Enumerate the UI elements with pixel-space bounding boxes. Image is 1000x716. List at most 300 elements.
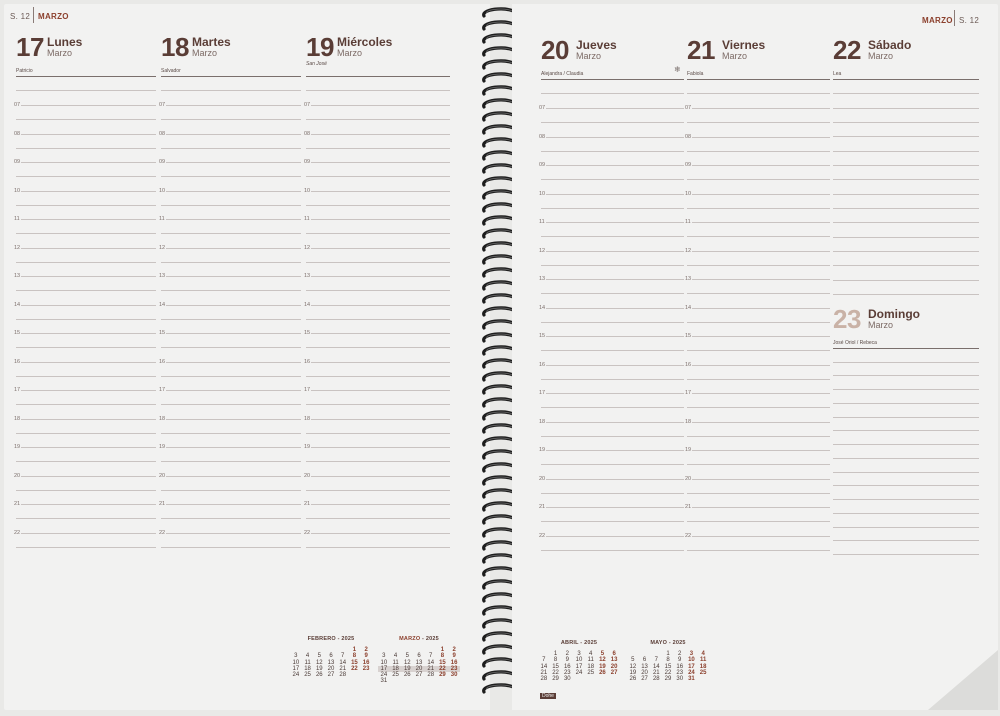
- half-hour-line: [541, 236, 684, 237]
- mini-calendar-day: 27: [610, 669, 618, 676]
- hour-label: 19: [304, 444, 311, 450]
- half-hour-line: [306, 461, 450, 462]
- hour-line: [16, 276, 156, 277]
- hour-label: 13: [304, 273, 311, 279]
- half-hour-line: [306, 490, 450, 491]
- mini-calendar-day: 19: [599, 663, 606, 670]
- hour-line: [541, 365, 684, 366]
- half-hour-line: [687, 436, 830, 437]
- mini-calendar-day: 1: [553, 651, 558, 657]
- mini-calendar-day: 10: [575, 657, 583, 664]
- mini-calendar-day: 14: [339, 659, 347, 666]
- line: [687, 93, 830, 94]
- hour-line: [306, 333, 450, 334]
- half-hour-line: [687, 464, 830, 465]
- week-number: S. 12: [959, 16, 980, 25]
- hour-line: [16, 105, 156, 106]
- mini-calendar-day: 1: [352, 647, 357, 653]
- hour-label: 13: [685, 276, 692, 282]
- hour-label: 10: [539, 190, 546, 197]
- day-column-tuesday: [161, 34, 301, 554]
- hour-label: 19: [685, 447, 692, 453]
- half-hour-line: [16, 205, 156, 206]
- hour-label: 15: [685, 333, 692, 339]
- day-number: 23: [833, 304, 861, 334]
- hour-label: 17: [14, 387, 21, 393]
- hour-label: 22: [539, 532, 546, 539]
- hour-label: 07: [685, 105, 692, 111]
- mini-calendar-day: 7: [341, 653, 345, 660]
- half-hour-line: [16, 347, 156, 348]
- hour-line: [541, 422, 684, 423]
- mini-calendar-day: 18: [390, 666, 402, 672]
- half-hour-line: [306, 176, 450, 177]
- mini-calendar-day: 21: [339, 665, 347, 672]
- hour-label: 16: [14, 358, 21, 365]
- hour-line: [541, 393, 684, 394]
- day-month: Marzo: [47, 48, 73, 58]
- hour-line: [306, 305, 450, 306]
- hour-label: 20: [14, 472, 21, 479]
- hour-line: [16, 476, 156, 477]
- line: [16, 90, 156, 91]
- hour-line: [16, 504, 156, 505]
- day-name: Domingo: [868, 307, 920, 321]
- half-hour-line: [687, 379, 830, 380]
- hour-label: 18: [539, 418, 546, 425]
- half-hour-line: [541, 293, 684, 294]
- hour-label: 12: [685, 247, 692, 254]
- hour-line: [306, 134, 450, 135]
- mini-calendar-day: 21: [652, 669, 660, 676]
- half-hour-line: [541, 208, 684, 209]
- mini-calendar-day: 30: [676, 676, 684, 683]
- hour-line: [687, 536, 830, 537]
- saint-name: Patricio: [16, 68, 33, 74]
- day-month: Marzo: [868, 320, 894, 330]
- hour-label: 09: [685, 162, 692, 168]
- day-name: Sábado: [868, 38, 912, 52]
- note-line: [833, 527, 979, 528]
- mini-calendar-day: 13: [610, 657, 618, 664]
- note-line: [833, 294, 979, 295]
- hour-label: 17: [539, 390, 546, 396]
- half-hour-line: [541, 151, 684, 152]
- hour-label: 11: [685, 219, 691, 225]
- hour-label: 22: [159, 529, 166, 536]
- mini-calendar-day: 9: [565, 657, 569, 664]
- hour-label: 16: [539, 361, 546, 368]
- hour-line: [161, 533, 301, 534]
- half-hour-line: [16, 262, 156, 263]
- hour-line: [161, 105, 301, 106]
- hour-lines: [687, 79, 830, 559]
- mini-calendar-day: 9: [364, 653, 368, 660]
- day-name: Jueves: [576, 38, 617, 52]
- mini-calendar-day: 31: [380, 678, 388, 685]
- hour-label: 11: [539, 219, 545, 225]
- hour-line: [306, 191, 450, 192]
- note-line: [833, 136, 979, 137]
- day-number: 22: [833, 35, 861, 65]
- half-hour-line: [161, 233, 301, 234]
- mini-calendar-day: 23: [563, 669, 571, 676]
- hour-line: [687, 222, 830, 223]
- hour-label: 12: [539, 247, 546, 254]
- hour-label: 17: [304, 387, 311, 393]
- mini-calendar-day: 3: [382, 653, 386, 660]
- mini-calendar-day: 4: [393, 653, 398, 660]
- mini-calendar-day: 2: [364, 647, 368, 653]
- note-line: [833, 444, 979, 445]
- saint-name: San José: [306, 61, 327, 67]
- mini-calendar-day: 26: [629, 676, 637, 683]
- page-corner-curl: [928, 650, 998, 710]
- day-column-wednesday: [306, 34, 450, 554]
- hour-line: [306, 219, 450, 220]
- half-hour-line: [16, 547, 156, 548]
- hour-label: 07: [159, 102, 166, 108]
- mini-calendar-day: 13: [641, 663, 648, 670]
- mini-calendar-day: 14: [540, 663, 548, 670]
- mini-calendar-day: 5: [405, 653, 409, 660]
- saint-name: Alejandra / Claudia: [541, 71, 584, 77]
- hour-line: [687, 393, 830, 394]
- hour-label: 12: [159, 244, 166, 251]
- mini-calendar-day: 12: [315, 659, 323, 666]
- half-hour-line: [541, 179, 684, 180]
- mini-calendar-day: 21: [425, 666, 437, 672]
- hour-lines: [306, 76, 450, 556]
- hour-line: [16, 162, 156, 163]
- mini-calendar-day: 10: [380, 659, 388, 666]
- mini-calendar-day: 3: [294, 653, 298, 660]
- note-line: [833, 362, 979, 363]
- hour-label: 21: [685, 504, 692, 510]
- hour-label: 12: [14, 244, 21, 251]
- mini-calendar-day: 9: [452, 653, 456, 660]
- hour-label: 07: [304, 102, 311, 108]
- month-label: MARZO: [38, 12, 69, 21]
- hour-label: 13: [539, 276, 546, 282]
- half-hour-line: [16, 148, 156, 149]
- mini-calendar-day: 1: [440, 647, 445, 653]
- hour-label: 11: [304, 216, 310, 222]
- hour-label: 15: [539, 333, 546, 339]
- half-hour-line: [161, 205, 301, 206]
- mini-calendar-day: 17: [378, 666, 390, 672]
- hour-line: [16, 390, 156, 391]
- half-hour-line: [306, 518, 450, 519]
- hour-label: 08: [539, 133, 546, 140]
- note-line: [833, 237, 979, 238]
- mini-calendar-day: 30: [450, 672, 458, 679]
- half-hour-line: [306, 205, 450, 206]
- day-number: 17: [16, 32, 44, 62]
- mini-calendar-day: 24: [575, 669, 583, 676]
- mini-calendar-year: 2025: [341, 636, 355, 642]
- hour-label: 18: [14, 415, 21, 422]
- hour-line: [161, 305, 301, 306]
- half-hour-line: [16, 518, 156, 519]
- mini-calendar-day: 7: [542, 657, 546, 664]
- hour-label: 14: [539, 304, 546, 311]
- hour-label: 08: [159, 130, 166, 137]
- mini-calendar-day: 9: [678, 657, 682, 664]
- hour-label: 22: [685, 532, 692, 539]
- half-hour-line: [541, 464, 684, 465]
- mini-calendar-month: FEBRERO: [307, 636, 336, 642]
- mini-calendar-day: 6: [417, 653, 421, 660]
- half-hour-line: [161, 518, 301, 519]
- mini-calendar-day: 18: [587, 663, 595, 670]
- mini-calendar-day: 21: [540, 669, 548, 676]
- mini-calendar-day: 3: [689, 651, 694, 657]
- hour-label: 10: [159, 187, 166, 194]
- mini-calendar-day: 24: [380, 672, 388, 679]
- day-column-thursday: [541, 37, 684, 557]
- hour-lines: [161, 76, 301, 556]
- hour-line: [687, 336, 830, 337]
- half-hour-line: [306, 119, 450, 120]
- half-hour-line: [306, 319, 450, 320]
- hour-line: [306, 390, 450, 391]
- half-hour-line: [161, 290, 301, 291]
- half-hour-line: [541, 350, 684, 351]
- mini-calendar-day: 8: [553, 657, 558, 664]
- mini-calendar-day: 16: [450, 659, 458, 666]
- hour-line: [541, 450, 684, 451]
- mini-calendar-day: 27: [415, 672, 423, 679]
- day-column-friday: [687, 37, 830, 557]
- mini-calendar-day: 10: [688, 657, 695, 664]
- hour-line: [687, 308, 830, 309]
- half-hour-line: [161, 319, 301, 320]
- hour-line: [687, 365, 830, 366]
- mini-calendar-day: 28: [540, 676, 548, 683]
- hour-label: 14: [14, 301, 21, 308]
- mini-calendar-day: 22: [552, 669, 559, 676]
- half-hour-line: [161, 490, 301, 491]
- mini-calendar-day: 5: [317, 653, 321, 660]
- half-hour-line: [306, 376, 450, 377]
- half-hour-line: [687, 122, 830, 123]
- hour-line: [161, 476, 301, 477]
- hour-label: 07: [539, 105, 546, 111]
- hour-lines: [16, 76, 156, 556]
- note-line: [833, 403, 979, 404]
- hour-line: [306, 447, 450, 448]
- half-hour-line: [161, 376, 301, 377]
- hour-label: 09: [14, 159, 21, 165]
- hour-line: [16, 134, 156, 135]
- mini-calendar-month: ABRIL: [560, 640, 579, 646]
- mini-calendar-day: 19: [315, 665, 323, 672]
- mini-calendar-day: 7: [429, 653, 433, 660]
- mini-calendar-day: 17: [688, 663, 695, 670]
- hour-label: 10: [685, 190, 692, 197]
- hour-label: 13: [14, 273, 21, 279]
- hour-label: 14: [304, 301, 311, 308]
- plain-lines: [833, 348, 979, 554]
- hour-label: 16: [685, 361, 692, 368]
- hour-label: 07: [14, 102, 21, 108]
- mini-calendar-may: MAYO - 2025 1 2 3 4 5 6 7 8 9 10 11 12 13 14 15 16 17 18 19 20 21 22 23 24 25 26 27 28 29 30 31: [627, 640, 709, 682]
- half-hour-line: [687, 550, 830, 551]
- mini-calendar-day: 27: [641, 676, 648, 683]
- hour-label: 16: [159, 358, 166, 365]
- day-name: Viernes: [722, 38, 766, 52]
- mini-calendar-day: 8: [440, 653, 445, 660]
- half-hour-line: [687, 521, 830, 522]
- left-page: [4, 4, 490, 710]
- mini-calendar-day: 28: [339, 672, 347, 679]
- half-hour-line: [541, 122, 684, 123]
- hour-line: [16, 362, 156, 363]
- half-hour-line: [161, 461, 301, 462]
- mini-calendar-day: 15: [439, 659, 446, 666]
- half-hour-line: [541, 265, 684, 266]
- mini-calendar-day: 23: [448, 666, 460, 672]
- note-line: [833, 208, 979, 209]
- hour-label: 20: [159, 472, 166, 479]
- half-hour-line: [687, 322, 830, 323]
- half-hour-line: [306, 433, 450, 434]
- hour-label: 22: [14, 529, 21, 536]
- mini-calendar-day: 4: [589, 651, 593, 657]
- hour-line: [541, 536, 684, 537]
- hour-line: [306, 476, 450, 477]
- note-line: [833, 122, 979, 123]
- hour-label: 18: [685, 418, 692, 425]
- note-line: [833, 151, 979, 152]
- mini-calendar-day: 20: [641, 669, 648, 676]
- hour-line: [161, 390, 301, 391]
- hour-line: [541, 479, 684, 480]
- mini-calendar-grid: [290, 647, 372, 678]
- hour-label: 21: [14, 501, 21, 507]
- mini-calendar-day: 29: [664, 676, 672, 683]
- mini-calendar-year: 2025: [425, 636, 439, 642]
- line: [161, 90, 301, 91]
- hour-label: 13: [159, 273, 166, 279]
- note-line: [833, 108, 979, 109]
- mini-calendar-day: 5: [631, 657, 635, 664]
- half-hour-line: [306, 262, 450, 263]
- mini-calendar-day: 11: [699, 657, 707, 664]
- hour-label: 19: [14, 444, 21, 450]
- month-label: MARZO: [922, 16, 953, 25]
- hour-line: [306, 248, 450, 249]
- half-hour-line: [161, 176, 301, 177]
- hour-line: [16, 248, 156, 249]
- mini-calendar-day: 25: [392, 672, 399, 679]
- hour-label: 18: [159, 415, 166, 422]
- half-hour-line: [161, 262, 301, 263]
- mini-calendar-day: 27: [327, 672, 335, 679]
- line: [306, 90, 450, 91]
- hour-line: [306, 419, 450, 420]
- hour-label: 12: [304, 244, 311, 251]
- mini-calendar-day: 25: [587, 669, 595, 676]
- mini-calendar-day: 4: [305, 653, 310, 660]
- hour-label: 10: [304, 187, 311, 194]
- note-line: [833, 485, 979, 486]
- mini-calendar-day: 12: [599, 657, 606, 664]
- mini-calendar-day: 6: [642, 657, 647, 664]
- note-line: [833, 499, 979, 500]
- hour-line: [687, 137, 830, 138]
- hour-line: [161, 134, 301, 135]
- mini-calendar-day: 22: [664, 669, 672, 676]
- hour-label: 15: [159, 330, 166, 336]
- hour-label: 09: [304, 159, 311, 165]
- hour-line: [541, 251, 684, 252]
- half-hour-line: [687, 208, 830, 209]
- hour-label: 21: [159, 501, 166, 507]
- hour-line: [541, 222, 684, 223]
- mini-calendar-grid: [627, 651, 709, 682]
- mini-calendar-day: 8: [352, 653, 357, 660]
- half-hour-line: [161, 347, 301, 348]
- note-line: [833, 554, 979, 555]
- hour-line: [306, 162, 450, 163]
- note-line: [833, 472, 979, 473]
- hour-label: 15: [304, 330, 311, 336]
- hour-line: [306, 362, 450, 363]
- hour-label: 15: [14, 330, 21, 336]
- mini-calendar-day: 11: [304, 659, 311, 666]
- hour-label: 20: [685, 475, 692, 482]
- mini-calendar-month: MAYO: [650, 640, 668, 646]
- half-hour-line: [16, 290, 156, 291]
- hour-label: 14: [685, 304, 692, 311]
- mini-calendar-day: 25: [304, 672, 311, 679]
- half-hour-line: [16, 119, 156, 120]
- half-hour-line: [306, 233, 450, 234]
- note-line: [833, 179, 979, 180]
- half-hour-line: [306, 290, 450, 291]
- hour-line: [541, 507, 684, 508]
- hour-line: [541, 308, 684, 309]
- hour-line: [687, 251, 830, 252]
- half-hour-line: [16, 233, 156, 234]
- mini-calendar-day: 11: [392, 659, 399, 666]
- hour-label: 11: [14, 216, 20, 222]
- mini-calendar-day: 13: [327, 659, 335, 666]
- day-name: Lunes: [47, 35, 83, 49]
- saint-name: José Oriol / Rebeca: [833, 340, 877, 346]
- hour-line: [306, 533, 450, 534]
- hour-line: [541, 279, 684, 280]
- note-line: [833, 417, 979, 418]
- mini-calendar-day: 18: [699, 663, 707, 670]
- day-column-monday: [16, 34, 156, 554]
- half-hour-line: [16, 490, 156, 491]
- mini-calendar-day: 16: [676, 663, 684, 670]
- mini-calendar-day: 13: [415, 659, 423, 666]
- line: [541, 93, 684, 94]
- hour-label: 08: [14, 130, 21, 137]
- hour-line: [687, 165, 830, 166]
- mini-calendar-day: 29: [552, 676, 559, 683]
- mini-calendar-day: 17: [292, 665, 300, 672]
- half-hour-line: [687, 493, 830, 494]
- note-line: [833, 375, 979, 376]
- day-month: Marzo: [576, 51, 602, 61]
- hour-line: [161, 419, 301, 420]
- day-month: Marzo: [192, 48, 218, 58]
